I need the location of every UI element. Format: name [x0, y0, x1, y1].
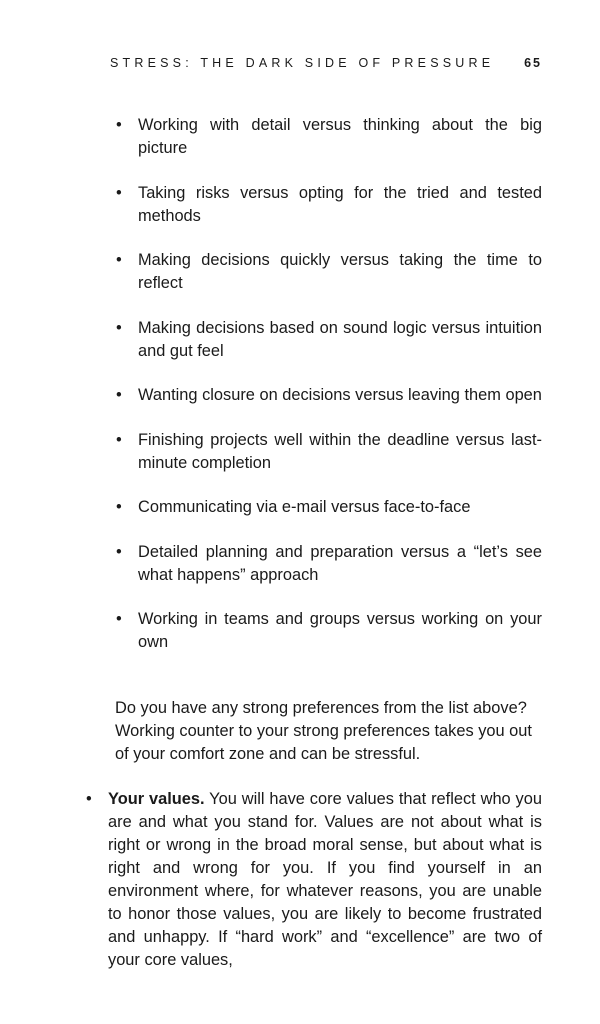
- bullet-icon: •: [116, 116, 122, 134]
- running-head: [110, 56, 542, 74]
- list-item: [114, 608, 542, 654]
- list-item: [114, 384, 542, 407]
- list-item: [114, 541, 542, 587]
- list-item-text: Finishing projects well within the deadline versus last-minute completion: [138, 430, 542, 472]
- bullet-icon: •: [116, 251, 122, 269]
- list-item-text: Working in teams and groups versus working on your own: [138, 610, 542, 651]
- values-list-item: [86, 788, 542, 972]
- list-item-text: Making decisions based on sound logic versus intuition and gut feel: [138, 318, 542, 360]
- bullet-icon: •: [116, 183, 122, 202]
- list-item-text: Taking risks versus opting for the tried and tested methods: [138, 183, 542, 225]
- bullet-icon: •: [116, 498, 122, 516]
- values-text: You will have core values that reflect who you are and what you stand for. Values are not about what is right or wrong in the broad moral sense, but about what is right and wrong for you. If you find yourself in an environment where, for whatever reasons, you are unable to honor those values, you are likely to become frustrated and unhappy. If “hard work” and “excellence” are two of your core values,: [108, 790, 542, 969]
- list-item-text: Making decisions quickly versus taking the time to reflect: [138, 251, 542, 292]
- list-item: [114, 317, 542, 363]
- list-item-text: Detailed planning and preparation versus a “let’s see what happens” approach: [138, 542, 542, 584]
- list-item: [114, 429, 542, 475]
- list-item: [114, 249, 542, 295]
- closing-paragraph: Do you have any strong preferences from the list above? Working counter to your strong preferences takes you out of your comfort zone and can be stressful.: [115, 699, 532, 763]
- bullet-icon: •: [86, 790, 92, 808]
- preferences-list: [114, 114, 542, 676]
- bullet-icon: •: [116, 430, 122, 449]
- list-item: [114, 114, 542, 160]
- bullet-icon: •: [116, 610, 122, 628]
- list-item-text: Communicating via e-mail versus face-to-face: [138, 498, 471, 516]
- bullet-icon: •: [116, 542, 122, 561]
- list-item: [114, 182, 542, 228]
- bullet-icon: •: [116, 318, 122, 337]
- list-item-text: Working with detail versus thinking about the big picture: [138, 116, 542, 157]
- values-heading: Your values.: [108, 790, 205, 808]
- bullet-icon: •: [116, 386, 122, 404]
- list-item-text: Wanting closure on decisions versus leaving them open: [138, 386, 542, 404]
- chapter-title: STRESS: THE DARK SIDE OF PRESSURE: [110, 56, 495, 70]
- list-item: [114, 496, 542, 519]
- page-number: 65: [524, 56, 542, 70]
